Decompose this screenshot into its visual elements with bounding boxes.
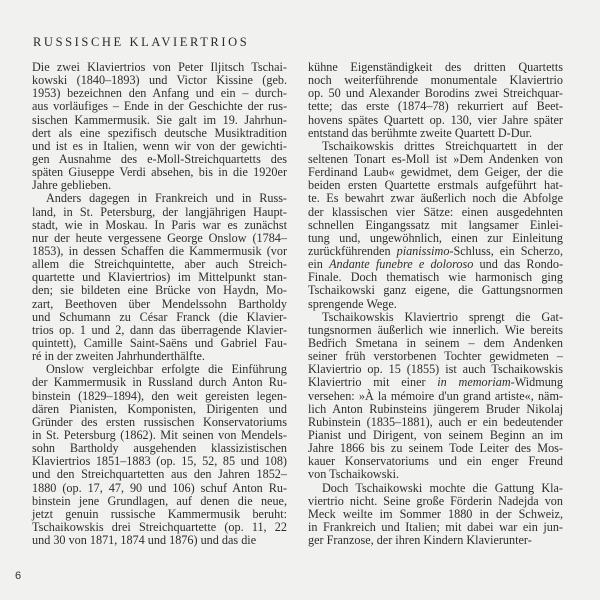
text-line: Doch Tschaikowski mochte die Gattung Kla- [322,480,563,495]
text-line: Die zwei Klaviertrios von Peter Iljitsch Tschai- [32,60,287,74]
text-column-left [32,61,287,547]
text-line: und ist es in Italien, wenn wir von der gewichti- [32,138,287,153]
text-line: kauer Konservatoriums und ein enger Freund [308,454,563,469]
text-line: und Schumann zu César Franck (die Klavier- [32,309,287,324]
text-line: lich Anton Rubinsteins jüngerem Bruder Nikolaj [308,401,563,416]
paragraph [308,61,563,140]
text-segment: Klaviertrio mit einer [308,375,438,390]
text-line: tette; das erste (1874–78) rekurriert auf Beet- [308,99,563,114]
text-line: ré in der zweiten Jahrhunderthälfte. [32,349,205,364]
text-line: kowski (1840–1893) und Victor Kissine (geb. [32,73,287,88]
text-segment: -Schluss, ein Scherzo, [449,243,563,258]
text-line: dären Pianisten, Komponisten, Dirigenten und [32,401,287,416]
text-line: Tschaikowski ganz eigene, die Gattungsnormen [308,283,563,298]
text-line: seltenen Tonart es-Moll ist »Dem Andenken von [308,151,563,166]
text-segment: zurückführenden [308,243,397,258]
text-line: Jahre 1866 bis zu seinem Tode Leiter des Mos- [308,441,563,456]
text-line: Tschaikowskis Klaviertrio sprengt die Gat- [322,309,563,324]
text-line: land, in St. Petersburg, der langjährigen Haupt- [32,204,287,219]
text-line: noch weiterführende monumentale Klaviertrio [308,73,563,88]
text-line: hovens spätes Quartett op. 130, vier Jahre später [308,112,563,127]
paragraph [308,140,563,311]
text-line: Pianist und Dirigent, von seinem Beginn an im [308,427,563,442]
text-line: der klassischen vier Sätze: einen ausgedehnten [308,204,563,219]
text-line: Gründer des ersten russischen Konservatoriums [32,414,287,429]
text-line: jetzt genuin russische Kammermusik beruht: [32,506,287,521]
text-line: tung und, ungewöhnlich, einen zur Einleitung [308,230,563,245]
text-line: kühne Eigenständigkeit des dritten Quartetts [308,60,563,74]
text-line: zart, Beethoven über Mendelssohn Bartholdy [32,296,287,311]
text-line: binstein jene Grundlagen, auf denen die neue, [32,493,287,508]
paragraph [308,482,563,548]
text-line: Bedřich Smetana in seinem – dem Andenken [308,335,563,350]
text-line: den; sie bildeten eine Brücke von Haydn, Mo- [32,283,287,298]
text-line: seiner früh verstorbenen Tochter gewidmeten – [308,349,563,364]
text-line: versehen: »À la mémoire d'un grand artiste«, näm- [308,388,563,403]
italic-term: pianissimo [396,243,450,258]
text-line: viertrio nicht. Seine große Förderin Nadejda von [308,493,563,508]
text-line: stadt, wie in Moskau. In Paris war es zunächst [32,217,287,232]
text-line: Finale. Doch thematisch wie harmonisch ging [308,270,563,285]
text-line: Rubinstein (1835–1881), auch er ein bedeutender [308,414,563,429]
text-line: sohn Bartholdy ausgehenden klassizistischen [32,441,287,456]
text-line: Tschaikowskis drittes Streichquartett in der [322,138,563,153]
text-line: nur der heute vergessene George Onslow (1784– [32,230,287,245]
text-line: beiden ersten Quartette erstmals aufgeführt hat- [308,178,563,193]
text-line: te. Es bewahrt zwar äußerlich noch die Abfolge [308,191,563,206]
text-line [308,376,563,389]
text-line: op. 50 und Alexander Borodins zwei Streichquar- [308,86,563,101]
text-line: der Kammermusik in Russland durch Anton Ru- [32,375,287,390]
text-line: Jahre geblieben. [32,178,112,193]
text-line: sischen Kammermusik. Sie galt im 19. Jahrhun- [32,112,287,127]
italic-term: in memoriam [437,375,511,390]
text-line: in St. Petersburg (1862). Mit seinen von Mendels- [32,427,287,442]
text-line: aus vorläufiges – Ende in der Geschichte der rus- [32,99,287,114]
text-line: ger Franzose, der ihren Kindern Klavierunter- [308,533,532,548]
text-line: 1953) bezeichnen den Anfang und ein – durch- [32,86,287,101]
text-line: Tschaikowskis drei Streichquartette (op. 11, 22 [32,519,287,534]
page-number: 6 [15,570,22,582]
text-line: und den Streichquartetten aus den Jahren 1852– [32,467,287,482]
text-line: dert als eine spezifisch deutsche Musiktradition [32,125,287,140]
paragraph [32,192,287,363]
text-line: quartette und Klaviertrios) im Mittelpunkt stan- [32,270,287,285]
text-line: sprengende Wege. [308,296,397,311]
text-line: Anders dagegen in Frankreich und in Russ- [46,191,287,206]
text-line: späten Giuseppe Verdi absehen, bis in die 1920er [32,165,287,180]
text-line: binstein (1829–1894), den weit gereisten legen- [32,388,287,403]
text-line: quintett), Camille Saint-Saëns und Gabriel Fau- [32,335,287,350]
text-line: allem die Streichquintette, aber auch Streich- [32,257,287,272]
text-line: gen Ausnahme des e-Moll-Streichquartetts des [32,151,287,166]
text-segment: ein [308,257,330,272]
text-line: Meck weilte im Sommer 1880 in der Schweiz, [308,506,563,521]
text-column-right [308,61,563,547]
text-line: von Tschaikowski. [308,467,400,482]
text-line: Ferdinand Laub« gewidmet, dem Geiger, der die [308,165,563,180]
text-line: entstand das berühmte zweite Quartett D-Dur. [308,125,533,140]
paragraph [308,311,563,482]
italic-term: Andante funebre e doloroso [329,257,474,272]
section-title: RUSSISCHE KLAVIERTRIOS [33,35,250,49]
text-line: in Frankreich und Italien; mit dabei war ein jun- [308,519,563,534]
paragraph [32,363,287,547]
text-segment: -Widmung [510,375,563,390]
text-line: 1880 (op. 17, 47, 90 und 106) schuf Anton Ru- [32,480,287,495]
text-line: 1853), in dessen Schaffen die Kammermusik (vor [32,243,287,258]
text-line: und 30 von 1871, 1874 und 1876) und das die [32,533,257,548]
text-segment: und das Rondo- [473,257,563,272]
text-line: Klaviertrio op. 15 (1855) ist auch Tschaikowskis [308,362,563,377]
text-line: Klaviertrios 1851–1883 (op. 15, 52, 85 und 108) [32,454,287,469]
text-line: trios op. 1 und 2, dann das überragende Klavier- [32,322,287,337]
paragraph [32,61,287,192]
text-line: schnellen Eingangssatz mit langsamer Einlei- [308,217,563,232]
text-line: Onslow vergleichbar erfolgte die Einführung [46,362,287,377]
text-line: tungsnormen äußerlich wie innerlich. Wie bereits [308,322,563,337]
